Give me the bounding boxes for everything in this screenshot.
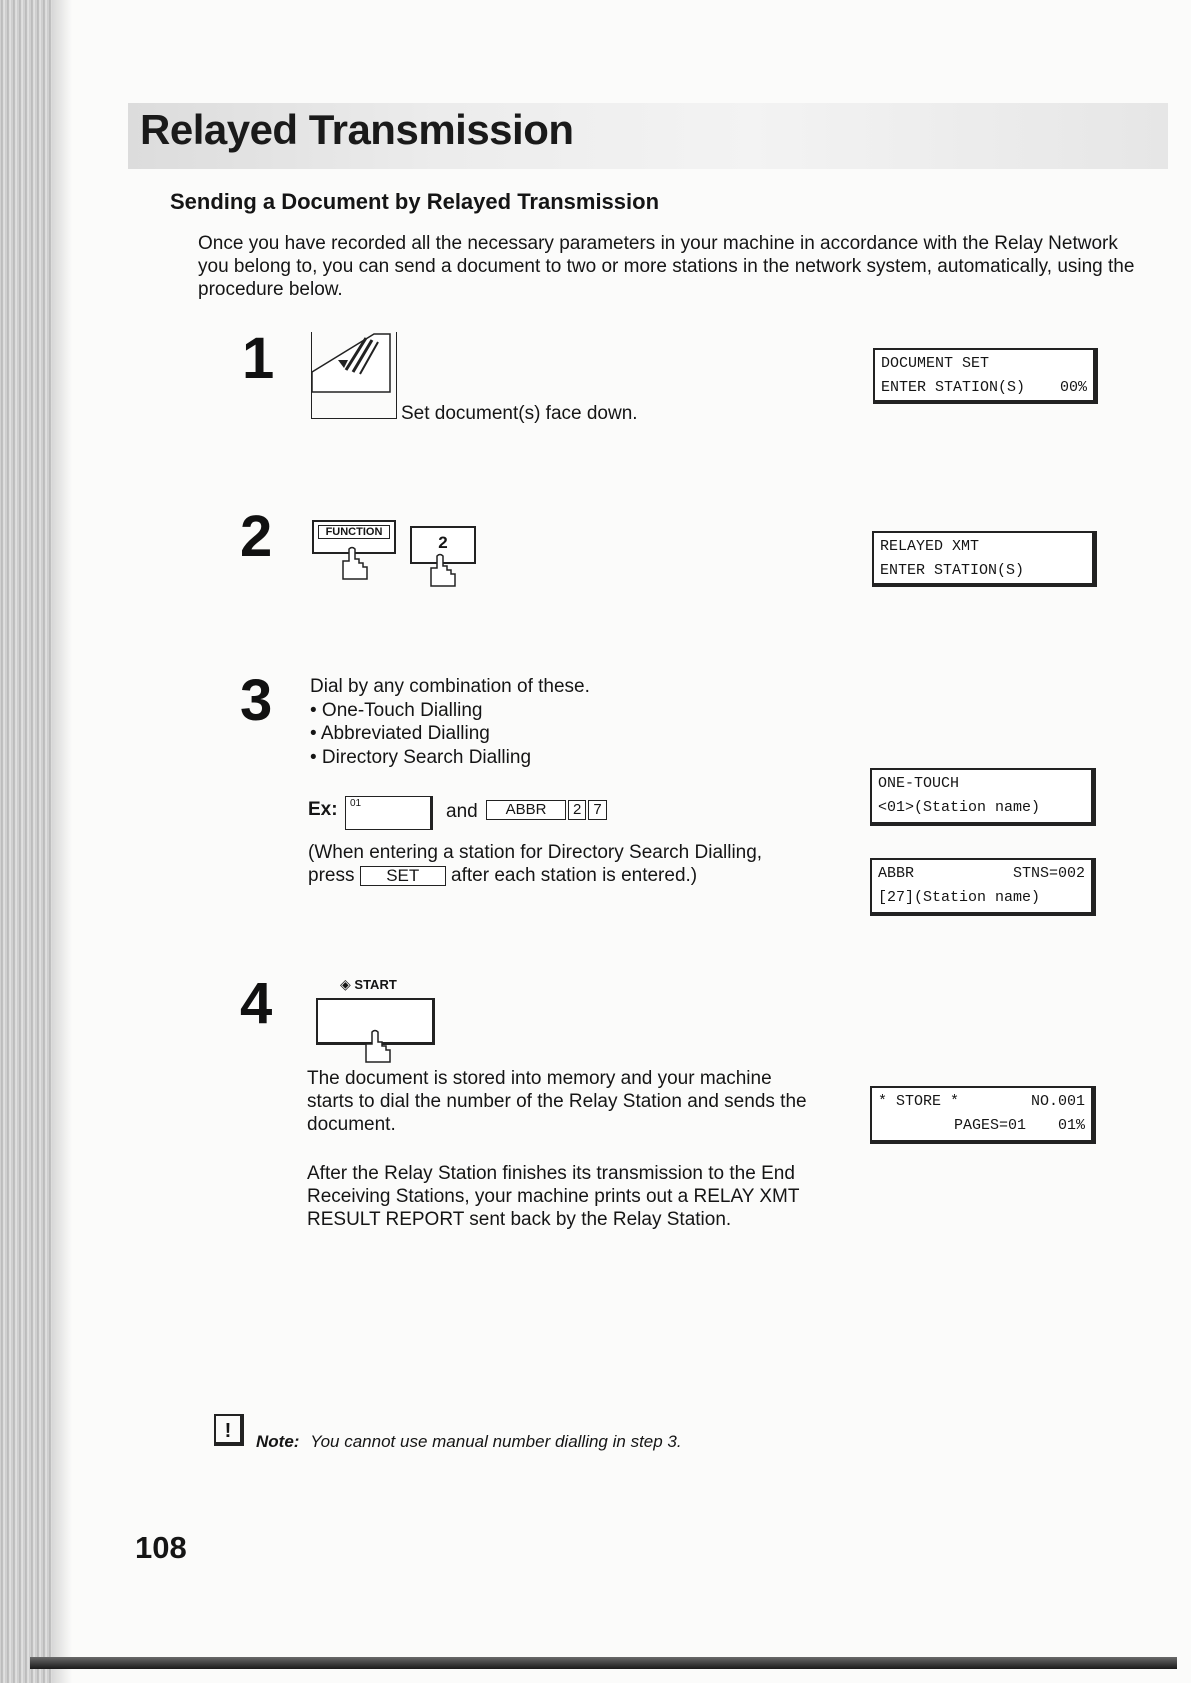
digit-7-key[interactable]: 7: [588, 800, 606, 820]
step-3-text: Dial by any combination of these.: [310, 676, 590, 697]
display-line1: RELAYED XMT: [880, 538, 980, 555]
display-line2: [27](Station name): [878, 889, 1041, 906]
display-line2-right: 00%: [1059, 379, 1087, 396]
digit-2-key[interactable]: 2: [410, 526, 476, 564]
directory-note-rest: after each station is entered.): [451, 865, 698, 886]
directory-note-line2: [308, 865, 697, 887]
note-label: Note:: [256, 1432, 300, 1451]
start-key-caption: [340, 976, 397, 993]
directory-note-line1: (When entering a station for Directory Search Dialling,: [308, 842, 763, 863]
step-2-display: [872, 531, 1097, 587]
bullet-directory: • Directory Search Dialling: [310, 747, 532, 768]
one-touch-key[interactable]: [345, 796, 433, 830]
note-text: You cannot use manual number dialling in step 3.: [310, 1432, 682, 1451]
pressing-finger-icon: [425, 552, 461, 588]
pressing-finger-icon: [337, 545, 373, 581]
display-line2: <01>(Station name): [878, 799, 1041, 816]
set-key[interactable]: SET: [360, 866, 446, 886]
digit-2-key[interactable]: 2: [568, 800, 586, 820]
start-label: START: [354, 977, 397, 992]
step-3-number: 3: [240, 668, 273, 733]
display-line2: PAGES=01: [953, 1117, 1026, 1134]
step-2-number: 2: [240, 504, 273, 569]
intro-paragraph: Once you have recorded all the necessary parameters in your machine in accordance with the Relay Network you belong to, you can send a document to two or more stations in the network system, automatically, using the procedure below.: [198, 233, 1135, 300]
page-number: 108: [135, 1530, 187, 1565]
display-line2: ENTER STATION(S): [881, 379, 1026, 396]
example-and: and: [446, 801, 478, 822]
example-label: Ex:: [308, 799, 338, 820]
pressing-finger-icon: [360, 1028, 396, 1064]
page-binding-edge: [0, 0, 52, 1683]
note: [256, 1432, 682, 1452]
display-line1: DOCUMENT SET: [881, 355, 990, 372]
abbr-key-sequence: [486, 800, 607, 820]
abbr-key[interactable]: ABBR: [486, 800, 566, 820]
bottom-rule: [30, 1657, 1177, 1669]
display-line1: ONE-TOUCH: [878, 775, 960, 792]
binding-shadow: [52, 0, 72, 1683]
section-heading: Sending a Document by Relayed Transmission: [170, 189, 660, 214]
bullet-abbreviated: • Abbreviated Dialling: [310, 723, 490, 744]
step-3-display-one-touch: [870, 768, 1096, 826]
start-diamond-icon: ◈: [340, 976, 351, 992]
display-line1-right: NO.001: [1030, 1093, 1085, 1110]
page-title: Relayed Transmission: [140, 106, 574, 153]
step-1-number: 1: [242, 326, 275, 391]
directory-note-press: press: [308, 865, 355, 886]
step-3-display-abbr: [870, 858, 1096, 916]
display-line1: * STORE *: [878, 1093, 960, 1110]
bullet-one-touch: • One-Touch Dialling: [310, 700, 483, 721]
step-4-paragraph-2: After the Relay Station finishes its transmission to the End Receiving Stations, your machine prints out a RELAY XMT RESULT REPORT sent back by the Relay Station.: [307, 1163, 800, 1230]
document-feed-icon: [308, 330, 403, 420]
function-key-label: FUNCTION: [318, 525, 390, 539]
display-line2-right: 01%: [1057, 1117, 1085, 1134]
step-4-paragraph-1: The document is stored into memory and your machine starts to dial the number of the Relay Station and sends the document.: [307, 1068, 807, 1135]
exclamation-icon: !: [214, 1414, 244, 1446]
display-line1: ABBR: [878, 865, 915, 882]
step-4-number: 4: [240, 971, 273, 1036]
display-line1-right: STNS=002: [1012, 865, 1085, 882]
step-4-display: [870, 1086, 1096, 1144]
step-1-display: [873, 348, 1098, 404]
display-line2: ENTER STATION(S): [880, 562, 1025, 579]
step-1-caption: Set document(s) face down.: [401, 403, 638, 424]
one-touch-key-label: 01: [350, 798, 362, 809]
